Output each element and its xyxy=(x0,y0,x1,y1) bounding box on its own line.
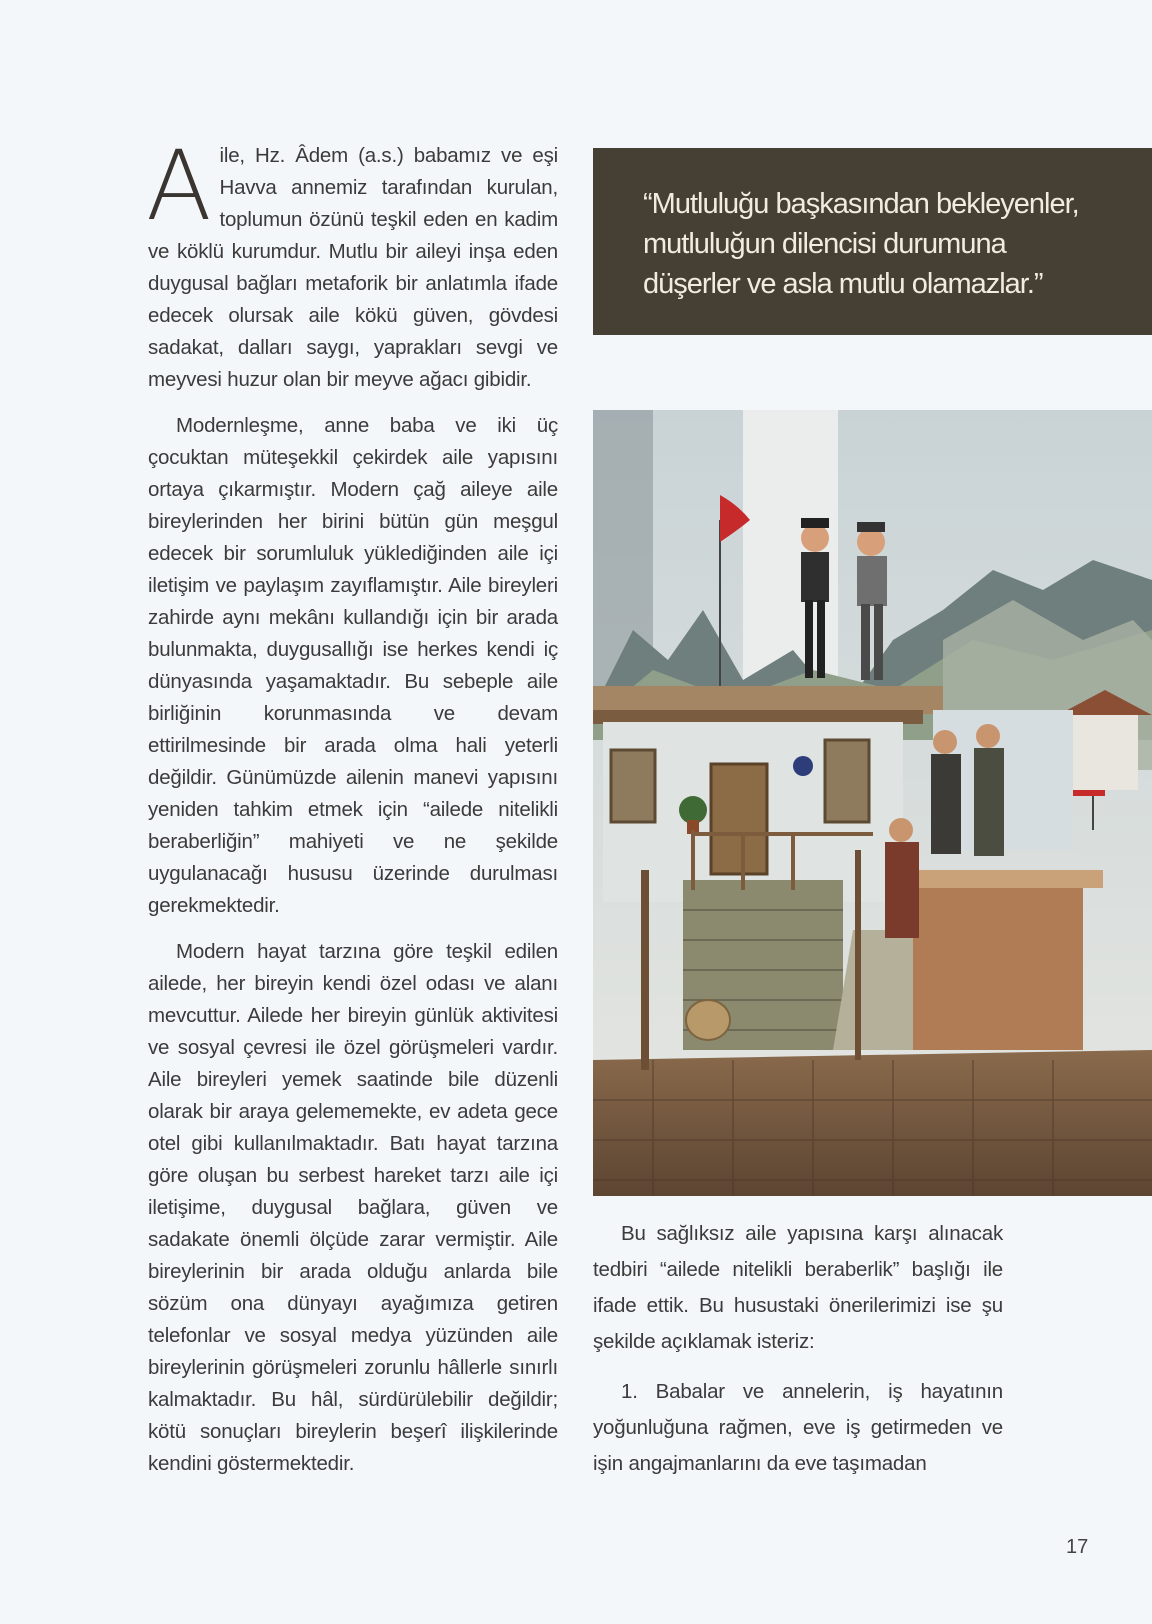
right-column xyxy=(593,1216,1003,1496)
pull-quote-text: “Mutluluğu başkasından bekleyenler, mutluluğun dilencisi durumuna düşerler ve asla mutlu olamazlar.” xyxy=(643,188,1079,300)
dropcap-letter: A xyxy=(146,130,212,242)
modern-life-paragraph: Modern hayat tarzına göre teşkil edilen ailede, her bireyin kendi özel odası ve alanı mevcuttur. Ailede her bireyin günlük aktivitesi ve sosyal çevresi ile özel görüşmeleri vardır. Aile bireyleri yemek saatinde bile düzenli olarak bir araya gelememekte, ev adeta gece otel gibi kullanılmaktadır. Batı hayat tarzına göre oluşan bu serbest hareket tarzı aile içi iletişime, duygusal bağlara, güven ve sadakate önemli ölçüde zarar vermiştir. Aile bireylerinin bir arada olduğu anlarda bile sözüm ona dünyayı ayağımıza getiren telefonlar ve sosyal medya yüzünden aile bireylerinin görüşmeleri zorunlu hâllerle sınırlı kalmaktadır. Bu hâl, sürdürülebilir değildir; kötü sonuçları bireylerin beşerî ilişkilerinde kendini göstermektedir. xyxy=(148,940,558,1475)
intro-paragraph xyxy=(146,130,558,396)
intro-paragraph-text: ile, Hz. Âdem (a.s.) babamız ve eşi Havva annemiz tarafından kurulan, toplumun özünü teşkil eden en kadim ve köklü kurumdur. Mutlu bir aileyi inşa eden duygusal bağları metaforik bir anlatımla ifade edecek olursak aile kökü güven, gövdesi sadakat, dalları saygı, yaprakları sevgi ve meyvesi huzur olan bir meyve ağacı gibidir. xyxy=(148,144,558,391)
recommendation-1-paragraph: 1. Babalar ve annelerin, iş hayatının yoğunluğuna rağmen, eve iş getirmeden ve işin angajmanlarını da eve taşımadan xyxy=(593,1380,1003,1475)
village-diorama-photo xyxy=(593,410,1152,1196)
diorama-illustration xyxy=(593,410,1152,1196)
measures-paragraph: Bu sağlıksız aile yapısına karşı alınacak tedbiri “ailede nitelikli beraberlik” başlığı ile ifade ettik. Bu husustaki önerilerimizi ise şu şekilde açıklamak isteriz: xyxy=(593,1222,1003,1353)
left-column xyxy=(146,130,558,1494)
pull-quote-box xyxy=(593,148,1152,335)
page-number: 17 xyxy=(1066,1536,1089,1558)
modernization-paragraph: Modernleşme, anne baba ve iki üç çocuktan müteşekkil çekirdek aile yapısını ortaya çıkarmıştır. Modern çağ aileye aile bireylerinden her birini bütün gün meşgul edecek bir sorumluluk yüklediğinden aile içi iletişim ve paylaşım zayıflamıştır. Aile bireyleri zahirde aynı mekânı kullandığı için bir arada bulunmakta, duygusallığı ise herkes kendi iç dünyasında yaşamaktadır. Bu sebeple aile birliğinin korunmasında ve devam ettirilmesinde bir arada olma hali yeterli değildir. Günümüzde ailenin manevi yapısını yeniden tahkim etmek için “ailede nitelikli beraberliğin” mahiyeti ve ne şekilde uygulanacağı hususu üzerinde durulması gerekmektedir. xyxy=(148,414,558,917)
